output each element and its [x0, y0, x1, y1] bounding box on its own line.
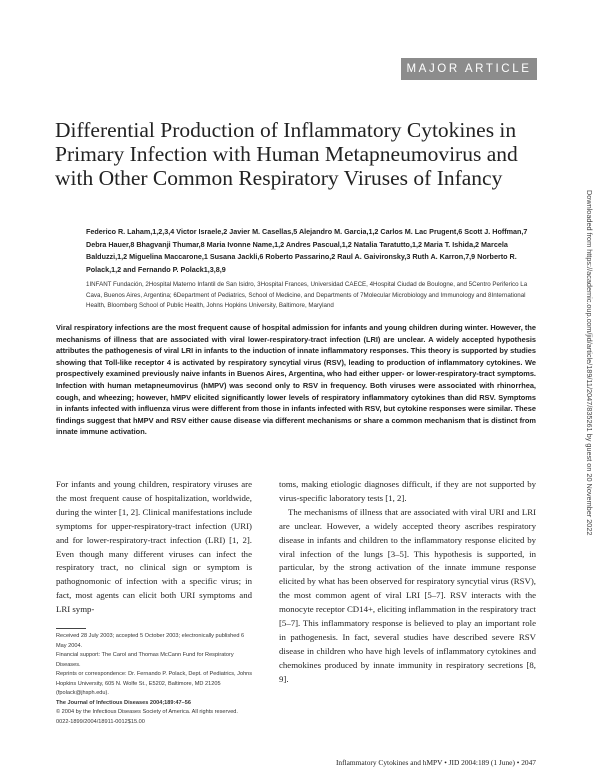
body-column-left: [56, 478, 252, 617]
support-note: Financial support: The Carol and Thomas McCann Fund for Respiratory Diseases.: [56, 652, 234, 668]
body-paragraph: For infants and young children, respiratory viruses are the most frequent cause of hospitalization, worldwide, during the winter [1, 2]. Clinical manifestations include symptoms for upper-respiratory-tract infection (URI) and for lower-respiratory-tract infection (LRI) [1, 2]. Even though many different viruses can infect the respiratory tract, no clinical sign or symptom is pathognomonic of infection with a specific virus; in fact, most agents can elicit both URI symptoms and LRI symp-: [56, 479, 252, 615]
body-paragraph: The mechanisms of illness that are associated with viral URI and LRI are unclear. However, a widely accepted theory ascribes respiratory disease in infants and children to the inflammatory response elicited by viral infection of the lungs [3–5]. This hypothesis is supported, in particular, by the strong activation of the innate immune response elicited by what has been observed for respiratory syncytial virus (RSV), the most common agent of viral LRI [5–7]. RSV interacts with the monocyte receptor CD14+, eliciting inflammation in the respiratory tract [5–7]. This inflammatory response is believed to play an important role in pathogenesis. In fact, several studies have described severe RSV disease in children who have high levels of inflammatory cytokines and chemokines produced by innate immunity in respiratory secretions [8, 9].: [279, 506, 536, 684]
abstract: Viral respiratory infections are the most frequent cause of hospital admission for infants and young children during winter. However, the mechanisms of illness that are associated with viral lower-respiratory-tract infection (LRI) are unclear. A widely accepted hypothesis attributes the pathogenesis of viral LRI in infants to the induction of innate inflammatory responses. This theory is supported by studies showing that Toll-like receptor 4 is activated by respiratory syncytial virus (RSV), leading to production of inflammatory cytokines. We prospectively examined previously naive infants in Buenos Aires, Argentina, who had either upper- or lower-respiratory-tract symptoms. Infection with human metapneumovirus (hMPV) was second only to RSV in frequency. Both viruses were associated with rhinorrhea, cough, and wheezing; however, hMPV elicited significantly lower levels of respiratory inflammatory cytokines than did RSV. Symptoms in infants infected with influenza virus were different from those in infants infected with RSV, but cytokine responses were similar. These findings suggest that hMPV and RSV either cause disease via different mechanisms or share a common mechanism that is distinct from innate immune activation.: [56, 323, 536, 437]
journal-citation: The Journal of Infectious Diseases 2004;189:47–56: [56, 699, 191, 706]
body-column-right: [279, 478, 536, 687]
received-note: Received 28 July 2003; accepted 5 October 2003; electronically published 6 May 2004.: [56, 633, 245, 649]
affiliations: 1INFANT Fundación, 2Hospital Materno Infantil de San Isidro, 3Hospital Frances, Universidad CAECE, 4Hospital Ciudad de Boulogne, and 5Centro Periferico La Cava, Buenos Aires, Argentina; 6Department of Pediatrics, School of Medicine, and Departments of 7Molecular Microbiology and Immunology and 8International Health, Bloomberg School of Public Health, Johns Hopkins University, Baltimore, Maryland: [86, 281, 528, 310]
author-list: Federico R. Laham,1,2,3,4 Victor Israele,2 Javier M. Casellas,5 Alejandro M. Garcia,1,2 Carlos M. Lac Prugent,6 Scott J. Hoffman,7 Debra Hauer,8 Bhagvanji Thumar,8 Maria Ivonne Name,1,2 Andres Pascual,1,2 Natalia Taratutto,1,2 Maria T. Ishida,2 Marcela Balduzzi,1,2 Miguelina Maccarone,1 Susana Jackli,6 Roberto Passarino,2 Raul A. Gaivironsky,3 Ruth A. Karron,7,9 Norberto R. Polack,1,2 and Fernando P. Polack1,3,8,9: [86, 227, 528, 275]
download-side-note-text: Downloaded from https://academic.oup.com/jid/article/189/11/2047/835261 by guest on 20 November 2022: [585, 190, 594, 536]
footnotes: [56, 632, 256, 727]
article-type-banner: MAJOR ARTICLE: [401, 58, 537, 80]
download-side-note: [582, 190, 594, 580]
issn-note: 0022-1899/2004/18911-0012$15.00: [56, 718, 145, 725]
running-footer: Inflammatory Cytokines and hMPV • JID 2004:189 (1 June) • 2047: [335, 758, 536, 767]
footnote-divider: [56, 628, 86, 629]
article-title: Differential Production of Inflammatory Cytokines in Primary Infection with Human Metapneumovirus and with Other Common Respiratory Viruses of Infancy: [55, 118, 518, 190]
body-paragraph: toms, making etiologic diagnoses difficult, if they are not supported by virus-specific laboratory tests [1, 2].: [279, 479, 536, 503]
copyright-note: © 2004 by the Infectious Diseases Society of America. All rights reserved.: [56, 709, 238, 715]
reprints-note: Reprints or correspondence: Dr. Fernando P. Polack, Dept. of Pediatrics, Johns Hopkins University, 605 N. Wolfe St., E5202, Baltimore, MD 21205 (fpolack@jhsph.edu).: [56, 671, 253, 696]
